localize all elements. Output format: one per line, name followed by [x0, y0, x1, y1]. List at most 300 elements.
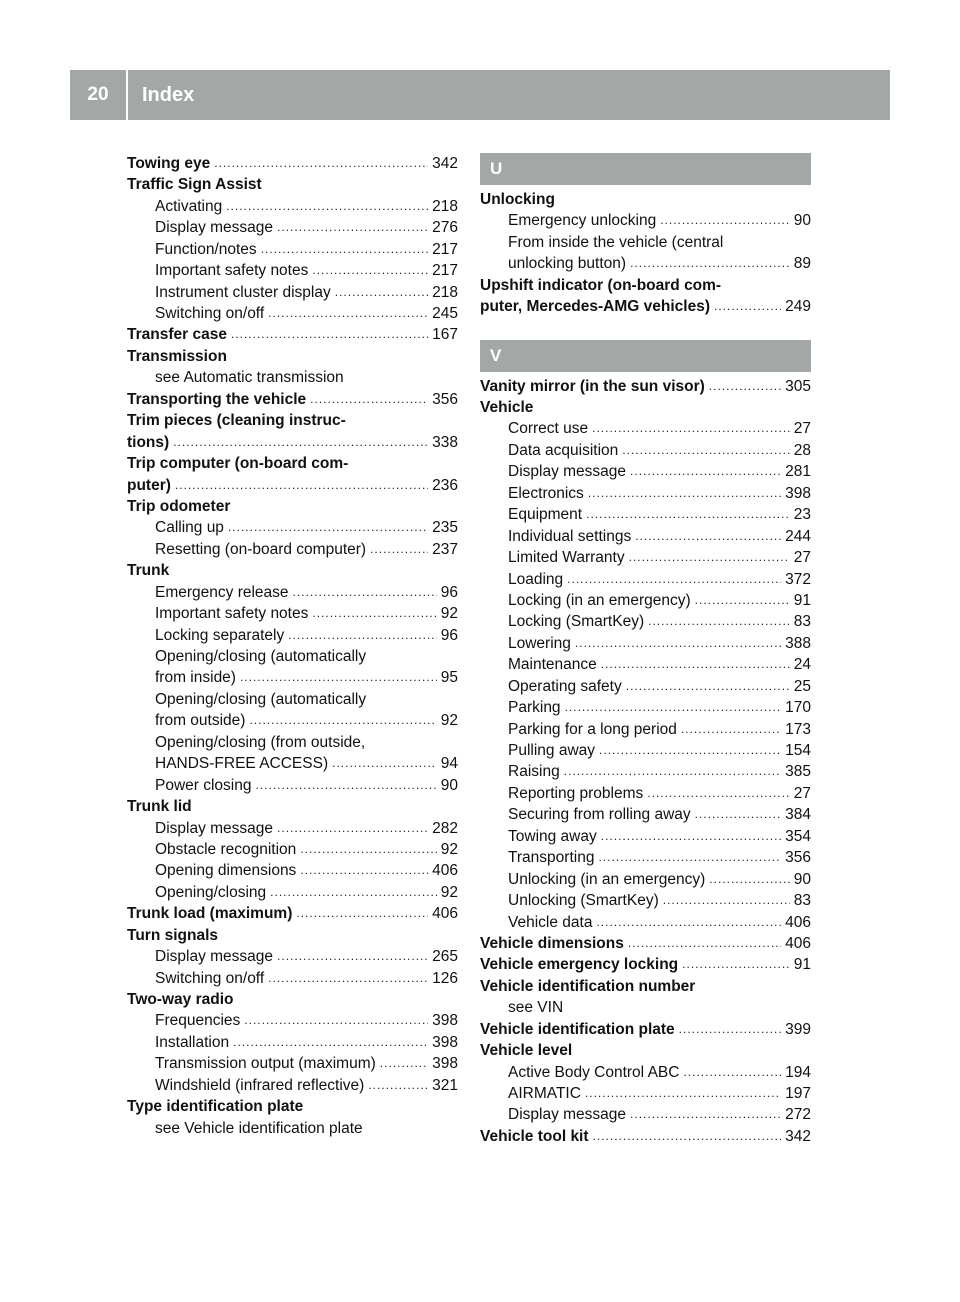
entry-text: Display message — [155, 948, 274, 966]
dot-leader — [601, 654, 790, 675]
index-subentry — [480, 569, 811, 590]
dot-leader — [586, 504, 790, 525]
index-subentry — [480, 719, 811, 740]
entry-text: Trunk — [127, 562, 170, 580]
page-reference[interactable]: 91 — [793, 956, 811, 974]
index-entry — [127, 903, 458, 924]
entry-text: Towing away — [508, 827, 597, 845]
page-reference[interactable]: 96 — [440, 583, 458, 601]
page-reference[interactable]: 170 — [785, 699, 811, 717]
dot-leader — [270, 882, 437, 903]
dot-leader — [268, 968, 428, 989]
dot-leader — [226, 196, 428, 217]
page-reference[interactable]: 281 — [785, 463, 811, 481]
index-subentry — [480, 461, 811, 482]
entry-text: Transmission output (maximum) — [155, 1055, 376, 1073]
entry-text: Operating safety — [508, 677, 622, 695]
page-reference[interactable]: 398 — [432, 1012, 458, 1030]
entry-text: Pulling away — [508, 742, 596, 760]
entry-text: Important safety notes — [155, 605, 309, 623]
entry-text: Active Body Control ABC — [508, 1063, 680, 1081]
entry-text: puter, Mercedes-AMG vehicles) — [480, 298, 710, 316]
page-reference[interactable]: 385 — [785, 763, 811, 781]
index-subentry — [127, 367, 458, 388]
entry-text: Trunk load (maximum) — [127, 905, 293, 923]
page-reference[interactable]: 92 — [440, 605, 458, 623]
dot-leader — [288, 625, 437, 646]
index-entry — [480, 933, 811, 954]
entry-text: Correct use — [508, 420, 589, 438]
index-subentry — [480, 762, 811, 783]
page-reference[interactable]: 249 — [785, 298, 811, 316]
entry-text: Vehicle identification plate — [480, 1020, 675, 1038]
page-reference[interactable]: 28 — [793, 441, 811, 459]
dot-leader — [228, 517, 428, 538]
section-letter-heading: U — [480, 153, 811, 185]
page-reference[interactable]: 342 — [785, 1127, 811, 1145]
dot-leader — [709, 376, 781, 397]
dot-leader — [592, 418, 790, 439]
entry-text: Switching on/off — [155, 305, 265, 323]
index-subentry — [480, 253, 811, 274]
index-entry — [127, 925, 458, 946]
entry-text: Trim pieces (cleaning instruc- — [127, 412, 346, 430]
index-subentry — [127, 517, 458, 538]
index-subentry — [127, 217, 458, 238]
dot-leader — [268, 303, 428, 324]
entry-text: puter) — [127, 476, 171, 494]
dot-leader — [630, 1104, 781, 1125]
dot-leader — [240, 667, 437, 688]
entry-text: Windshield (infrared reflective) — [155, 1076, 365, 1094]
page-reference[interactable]: 27 — [793, 784, 811, 802]
entry-text: Vehicle data — [508, 913, 593, 931]
index-entry — [127, 796, 458, 817]
index-entry — [480, 954, 811, 975]
index-subentry — [127, 1053, 458, 1074]
page-reference[interactable]: 167 — [432, 326, 458, 344]
page-reference[interactable]: 90 — [793, 870, 811, 888]
entry-text: Installation — [155, 1033, 230, 1051]
page-reference[interactable]: 342 — [432, 154, 458, 172]
dot-leader — [332, 753, 437, 774]
index-subentry — [127, 1011, 458, 1032]
page-reference[interactable]: 126 — [432, 969, 458, 987]
page-reference[interactable]: 89 — [793, 255, 811, 273]
index-subentry — [480, 1083, 811, 1104]
page-reference[interactable]: 92 — [440, 712, 458, 730]
entry-text: Calling up — [155, 519, 224, 537]
index-subentry — [480, 890, 811, 911]
page-reference[interactable]: 218 — [432, 197, 458, 215]
dot-leader — [648, 611, 790, 632]
page-reference[interactable]: 354 — [785, 827, 811, 845]
index-subentry — [127, 860, 458, 881]
page-reference[interactable]: 356 — [785, 849, 811, 867]
index-subentry — [127, 1075, 458, 1096]
entry-text: Parking for a long period — [508, 720, 677, 738]
page-reference[interactable]: 90 — [440, 776, 458, 794]
entry-text: Activating — [155, 197, 223, 215]
entry-text: Parking — [508, 699, 561, 717]
index-entry — [480, 1019, 811, 1040]
index-subentry — [127, 239, 458, 260]
entry-text: Transfer case — [127, 326, 227, 344]
dot-leader — [601, 826, 781, 847]
entry-text: Resetting (on-board computer) — [155, 540, 367, 558]
dot-leader — [277, 217, 428, 238]
entry-text: Locking separately — [155, 626, 285, 644]
dot-leader — [679, 1019, 781, 1040]
index-entry — [480, 189, 811, 210]
entry-text: Vehicle tool kit — [480, 1127, 589, 1145]
entry-text: Electronics — [508, 484, 584, 502]
index-subentry — [480, 232, 811, 253]
entry-text: Transporting the vehicle — [127, 390, 307, 408]
page-reference[interactable]: 218 — [432, 283, 458, 301]
entry-text: Transmission — [127, 347, 227, 365]
page-reference[interactable]: 236 — [432, 476, 458, 494]
index-entry — [127, 560, 458, 581]
entry-text: Data acquisition — [508, 441, 619, 459]
entry-text: Unlocking (in an emergency) — [508, 870, 706, 888]
index-subentry — [480, 997, 811, 1018]
index-subentry — [480, 504, 811, 525]
entry-text: Locking (SmartKey) — [508, 613, 645, 631]
index-subentry — [127, 775, 458, 796]
index-entry — [127, 453, 458, 474]
dot-leader — [588, 483, 781, 504]
index-subentry — [127, 260, 458, 281]
entry-text: see VIN — [508, 999, 564, 1017]
dot-leader — [660, 210, 790, 231]
page-reference[interactable]: 173 — [785, 720, 811, 738]
index-subentry — [480, 740, 811, 761]
index-entry — [127, 346, 458, 367]
page-reference[interactable]: 406 — [432, 905, 458, 923]
page-reference[interactable]: 92 — [440, 883, 458, 901]
index-subentry — [480, 611, 811, 632]
page-reference[interactable]: 90 — [793, 212, 811, 230]
entry-text: Equipment — [508, 506, 583, 524]
dot-leader — [630, 461, 781, 482]
dot-leader — [599, 740, 781, 761]
dot-leader — [370, 539, 428, 560]
dot-leader — [596, 912, 781, 933]
entry-text: Trip odometer — [127, 497, 231, 515]
dot-leader — [335, 282, 428, 303]
entry-text: from outside) — [155, 712, 246, 730]
index-entry — [127, 475, 458, 496]
page-reference[interactable]: 83 — [793, 892, 811, 910]
page-reference[interactable]: 384 — [785, 806, 811, 824]
index-entry — [127, 1096, 458, 1117]
index-subentry — [127, 646, 458, 667]
index-entry — [480, 1040, 811, 1061]
dot-leader — [300, 839, 436, 860]
dot-leader — [598, 847, 781, 868]
index-subentry — [127, 625, 458, 646]
dot-leader — [256, 775, 437, 796]
page-reference[interactable]: 27 — [793, 420, 811, 438]
entry-text: Individual settings — [508, 527, 632, 545]
index-subentry — [127, 539, 458, 560]
index-subentry — [127, 946, 458, 967]
page-reference[interactable]: 338 — [432, 433, 458, 451]
entry-text: from inside) — [155, 669, 236, 687]
page-reference[interactable]: 244 — [785, 527, 811, 545]
page-reference[interactable]: 265 — [432, 948, 458, 966]
entry-text: Upshift indicator (on-board com- — [480, 276, 722, 294]
dot-leader — [714, 296, 781, 317]
page-reference[interactable]: 372 — [785, 570, 811, 588]
index-subentry — [127, 196, 458, 217]
entry-text: AIRMATIC — [508, 1085, 581, 1103]
index-subentry — [127, 668, 458, 689]
dot-leader — [630, 253, 790, 274]
index-subentry — [480, 847, 811, 868]
entry-text: see Vehicle identification plate — [155, 1119, 363, 1137]
page-reference[interactable]: 406 — [432, 862, 458, 880]
entry-text: Power closing — [155, 776, 252, 794]
page-reference[interactable]: 272 — [785, 1106, 811, 1124]
index-subentry — [127, 689, 458, 710]
entry-text: Opening dimensions — [155, 862, 297, 880]
dot-leader — [663, 890, 790, 911]
entry-text: Opening/closing (automatically — [155, 648, 367, 666]
dot-leader — [575, 633, 781, 654]
index-subentry — [480, 590, 811, 611]
entry-text: Limited Warranty — [508, 549, 625, 567]
page-reference[interactable]: 154 — [785, 742, 811, 760]
index-entry — [127, 496, 458, 517]
entry-text: unlocking button) — [508, 255, 627, 273]
entry-text: Display message — [508, 463, 627, 481]
page-reference[interactable]: 356 — [432, 390, 458, 408]
index-subentry — [127, 732, 458, 753]
page-reference[interactable]: 406 — [785, 934, 811, 952]
entry-text: Unlocking (SmartKey) — [508, 892, 659, 910]
dot-leader — [231, 324, 428, 345]
dot-leader — [277, 946, 428, 967]
page-reference[interactable]: 282 — [432, 819, 458, 837]
entry-text: Opening/closing (automatically — [155, 690, 367, 708]
index-subentry — [127, 603, 458, 624]
index-entry — [127, 389, 458, 410]
page-reference[interactable]: 27 — [793, 549, 811, 567]
page-reference[interactable]: 235 — [432, 519, 458, 537]
dot-leader — [585, 1083, 781, 1104]
page-title: Index — [142, 83, 195, 106]
dot-leader — [249, 710, 436, 731]
section-letter-heading: V — [480, 340, 811, 372]
entry-text: HANDS-FREE ACCESS) — [155, 755, 329, 773]
entry-text: Type identification plate — [127, 1098, 304, 1116]
dot-leader — [312, 260, 428, 281]
entry-text: Trip computer (on-board com- — [127, 455, 349, 473]
dot-leader — [635, 526, 781, 547]
page-reference[interactable]: 398 — [785, 484, 811, 502]
dot-leader — [629, 547, 790, 568]
entry-text: Towing eye — [127, 154, 211, 172]
index-subentry — [480, 783, 811, 804]
index-entry — [480, 1126, 811, 1147]
dot-leader — [567, 569, 781, 590]
entry-text: Vanity mirror (in the sun visor) — [480, 377, 705, 395]
entry-text: Switching on/off — [155, 969, 265, 987]
entry-text: Lowering — [508, 634, 571, 652]
dot-leader — [695, 804, 781, 825]
dot-leader — [277, 818, 428, 839]
entry-text: Vehicle level — [480, 1042, 573, 1060]
dot-leader — [622, 440, 789, 461]
entry-text: Maintenance — [508, 656, 597, 674]
index-subentry — [127, 710, 458, 731]
page-reference[interactable]: 96 — [440, 626, 458, 644]
index-subentry — [127, 882, 458, 903]
index-entry — [480, 397, 811, 418]
dot-leader — [593, 1126, 782, 1147]
dot-leader — [709, 869, 789, 890]
index-entry — [480, 275, 811, 296]
dot-leader — [244, 1010, 428, 1031]
page-reference[interactable]: 398 — [432, 1055, 458, 1073]
dot-leader — [564, 761, 781, 782]
entry-text: Turn signals — [127, 926, 219, 944]
index-subentry — [480, 912, 811, 933]
index-subentry — [480, 676, 811, 697]
section-spacer — [480, 318, 811, 340]
entry-text: Vehicle — [480, 399, 534, 417]
page-reference[interactable]: 91 — [793, 591, 811, 609]
index-column-left — [127, 153, 458, 1139]
page-reference[interactable]: 197 — [785, 1085, 811, 1103]
index-subentry — [127, 753, 458, 774]
index-subentry — [480, 654, 811, 675]
entry-text: Raising — [508, 763, 560, 781]
dot-leader — [683, 1062, 781, 1083]
index-column-right — [480, 153, 811, 1147]
page-reference[interactable]: 194 — [785, 1063, 811, 1081]
entry-text: Locking (in an emergency) — [508, 591, 691, 609]
entry-text: Reporting problems — [508, 784, 644, 802]
index-entry — [127, 174, 458, 195]
page-reference[interactable]: 399 — [785, 1020, 811, 1038]
entry-text: Trunk lid — [127, 798, 192, 816]
entry-text: Vehicle dimensions — [480, 934, 624, 952]
index-entry — [127, 325, 458, 346]
index-entry — [127, 153, 458, 174]
index-entry — [127, 432, 458, 453]
entry-text: Important safety notes — [155, 262, 309, 280]
entry-text: Display message — [508, 1106, 627, 1124]
entry-text: Loading — [508, 570, 564, 588]
dot-leader — [628, 933, 781, 954]
index-subentry — [127, 1118, 458, 1139]
entry-text: Opening/closing — [155, 883, 267, 901]
page-number: 20 — [87, 84, 109, 105]
index-subentry — [127, 839, 458, 860]
entry-text: Instrument cluster display — [155, 283, 331, 301]
entry-text: Function/notes — [155, 240, 257, 258]
page-reference[interactable]: 23 — [793, 506, 811, 524]
page-reference[interactable]: 245 — [432, 305, 458, 323]
index-subentry — [480, 210, 811, 231]
dot-leader — [175, 475, 428, 496]
entry-text: Frequencies — [155, 1012, 241, 1030]
dot-leader — [565, 697, 782, 718]
entry-text: see Automatic transmission — [155, 369, 344, 387]
page-reference[interactable]: 406 — [785, 913, 811, 931]
index-subentry — [127, 582, 458, 603]
dot-leader — [300, 860, 428, 881]
dot-leader — [293, 582, 437, 603]
dot-leader — [695, 590, 790, 611]
page-reference[interactable]: 95 — [440, 669, 458, 687]
entry-text: Emergency release — [155, 583, 289, 601]
page-reference[interactable]: 92 — [440, 840, 458, 858]
entry-text: Display message — [155, 819, 274, 837]
entry-text: Emergency unlocking — [508, 212, 657, 230]
index-subentry — [127, 282, 458, 303]
index-subentry — [480, 804, 811, 825]
dot-leader — [261, 239, 428, 260]
page-reference[interactable]: 94 — [440, 755, 458, 773]
index-entry — [480, 296, 811, 317]
index-subentry — [480, 1105, 811, 1126]
page-reference[interactable]: 321 — [432, 1076, 458, 1094]
index-subentry — [480, 547, 811, 568]
dot-leader — [296, 903, 428, 924]
entry-text: Securing from rolling away — [508, 806, 691, 824]
page-reference[interactable]: 388 — [785, 634, 811, 652]
page-reference[interactable]: 305 — [785, 377, 811, 395]
index-subentry — [480, 697, 811, 718]
dot-leader — [647, 783, 789, 804]
index-subentry — [480, 526, 811, 547]
page-reference[interactable]: 217 — [432, 240, 458, 258]
entry-text: Opening/closing (from outside, — [155, 733, 366, 751]
index-subentry — [127, 1032, 458, 1053]
index-subentry — [127, 303, 458, 324]
page-header — [70, 70, 890, 120]
dot-leader — [310, 389, 428, 410]
index-entry — [127, 410, 458, 431]
page-reference[interactable]: 237 — [432, 540, 458, 558]
page-reference[interactable]: 276 — [432, 219, 458, 237]
entry-text: Display message — [155, 219, 274, 237]
page-reference[interactable]: 217 — [432, 262, 458, 280]
page-reference[interactable]: 83 — [793, 613, 811, 631]
dot-leader — [681, 719, 781, 740]
entry-text: Vehicle identification number — [480, 977, 696, 995]
index-subentry — [480, 826, 811, 847]
dot-leader — [214, 153, 428, 174]
dot-leader — [682, 954, 790, 975]
entry-text: Obstacle recognition — [155, 840, 297, 858]
dot-leader — [626, 676, 790, 697]
index-entry — [480, 376, 811, 397]
index-subentry — [480, 483, 811, 504]
header-divider — [126, 70, 128, 120]
index-entry — [127, 989, 458, 1010]
page-reference[interactable]: 24 — [793, 656, 811, 674]
index-entry — [480, 976, 811, 997]
page-reference[interactable]: 25 — [793, 677, 811, 695]
page-reference[interactable]: 398 — [432, 1033, 458, 1051]
index-subentry — [127, 968, 458, 989]
entry-text: tions) — [127, 433, 170, 451]
